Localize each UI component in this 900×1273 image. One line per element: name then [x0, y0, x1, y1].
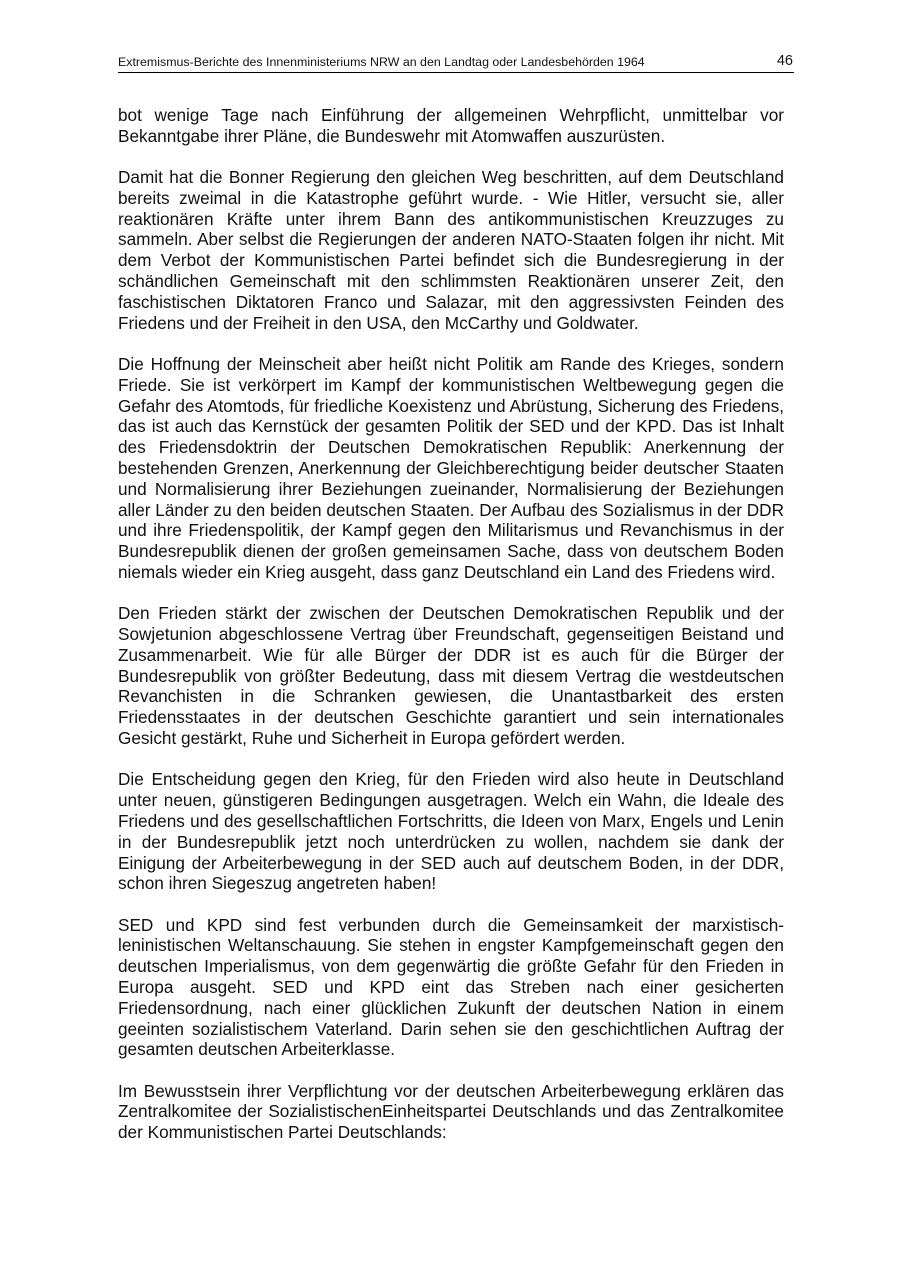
paragraph: Im Bewusstsein ihrer Verpflichtung vor der deutschen Arbeiterbewegung erklären das Zentralkomitee der SozialistischenEinheitspartei Deutschlands und das Zentralkomitee der Kommunistischen Partei Deutschlands: [118, 1080, 784, 1143]
body-text [118, 105, 784, 1164]
paragraph: Damit hat die Bonner Regierung den gleichen Weg beschritten, auf dem Deutschland bereits zweimal in die Katastrophe geführt wurde. - Wie Hitler, versucht sie, aller reaktionären Kräfte unter ihrem Bann des antikommunistischen Kreuzzuges zu sammeln. Aber selbst die Regierungen der anderen NATO-Staaten folgen ihr nicht. Mit dem Verbot der Kommunistischen Partei befindet sich die Bundesregierung in der schändlichen Gemeinschaft mit den schlimmsten Reaktionären unserer Zeit, den faschistischen Diktatoren Franco und Salazar, mit den aggressivsten Feinden des Friedens und der Freiheit in den USA, den McCarthy und Goldwater. [118, 167, 784, 333]
paragraph: SED und KPD sind fest verbunden durch die Gemeinsamkeit der marxistisch-leninistischen Weltanschauung. Sie stehen in engster Kampfgemeinschaft gegen den deutschen Imperialismus, von dem gegenwärtig die größte Gefahr für den Frieden in Europa ausgeht. SED und KPD eint das Streben nach einer gesicherten Friedensordnung, nach einer glücklichen Zukunft der deutschen Nation in einem geeinten sozialistischem Vaterland. Darin sehen sie den geschichtlichen Auftrag der gesamten deutschen Arbeiterklasse. [118, 914, 784, 1060]
paragraph: Die Hoffnung der Meinscheit aber heißt nicht Politik am Rande des Krieges, sondern Friede. Sie ist verkörpert im Kampf der kommunistischen Weltbewegung gegen die Gefahr des Atomtods, für friedliche Koexistenz und Abrüstung, Sicherung des Friedens, das ist auch das Kernstück der gesamten Politik der SED und der KPD. Das ist Inhalt des Friedensdoktrin der Deutschen Demokratischen Republik: Anerkennung der bestehenden Grenzen, Anerkennung der Gleichberechtigung beider deutscher Staaten und Normalisierung ihrer Beziehungen zueinander, Normalisierung der Beziehungen aller Länder zu den beiden deutschen Staaten. Der Aufbau des Sozialismus in der DDR und ihre Friedenspolitik, der Kampf gegen den Militarismus und Revanchismus in der Bundesrepublik dienen der großen gemeinsamen Sache, dass von deutschem Boden niemals wieder ein Krieg ausgeht, dass ganz Deutschland ein Land des Friedens wird. [118, 353, 784, 582]
header-title: Extremismus-Berichte des Innenministeriums NRW an den Landtag oder Landesbehörden 1964 [118, 55, 645, 69]
paragraph: bot wenige Tage nach Einführung der allgemeinen Wehrpflicht, unmittelbar vor Bekanntgabe ihrer Pläne, die Bundeswehr mit Atomwaffen auszurüsten. [118, 105, 784, 146]
paragraph: Den Frieden stärkt der zwischen der Deutschen Demokratischen Republik und der Sowjetunion abgeschlossene Vertrag über Freundschaft, gegenseitigen Beistand und Zusammenarbeit. Wie für alle Bürger der DDR ist es auch für die Bürger der Bundesrepublik von größter Bedeutung, dass mit diesem Vertrag die westdeutschen Revanchisten in die Schranken gewiesen, die Unantastbarkeit des ersten Friedensstaates in der deutschen Geschichte garantiert und sein internationales Gesicht gestärkt, Ruhe und Sicherheit in Europa gefördert werden. [118, 603, 784, 749]
page-number: 46 [776, 53, 793, 69]
paragraph: Die Entscheidung gegen den Krieg, für den Frieden wird also heute in Deutschland unter neuen, günstigeren Bedingungen ausgetragen. Welch ein Wahn, die Ideale des Friedens und des gesellschaftlichen Fortschritts, die Ideen von Marx, Engels und Lenin in der Bundesrepublik jetzt noch unterdrücken zu wollen, nachdem sie dank der Einigung der Arbeiterbewegung in der SED auch auf deutschem Boden, in der DDR, schon ihren Siegeszug angetreten haben! [118, 769, 784, 894]
running-header [118, 54, 794, 73]
